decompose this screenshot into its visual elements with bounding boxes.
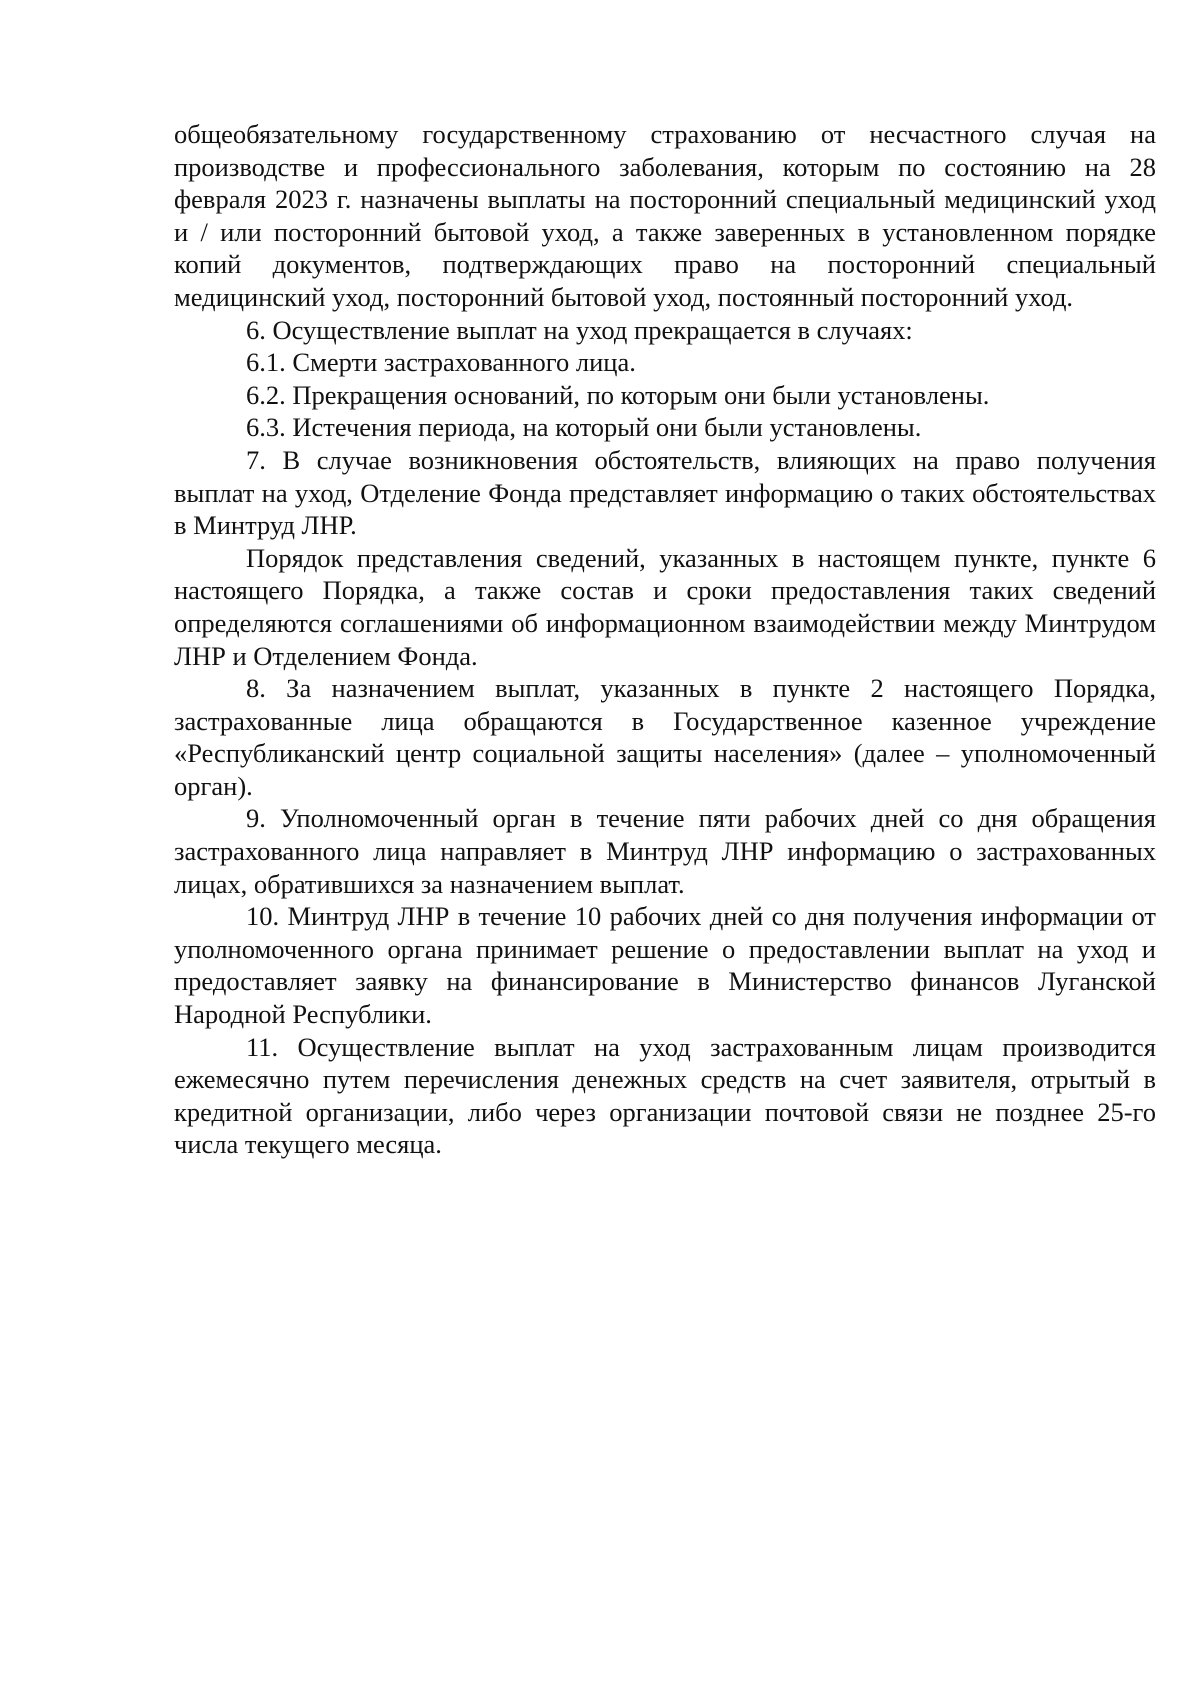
paragraph-6-2: 6.2. Прекращения оснований, по которым они были установлены. (246, 379, 990, 410)
paragraph-6-3: 6.3. Истечения периода, на который они были установлены. (246, 412, 922, 443)
paragraph-10: 10. Минтруд ЛНР в течение 10 рабочих дней со дня получения информации от уполномоченного органа принимает решение о предоставлении выплат на уход и предоставляет заявку на финансирование в Министерство финансов Луганской Народной Республики. (174, 901, 1156, 1030)
paragraph-9: 9. Уполномоченный орган в течение пяти рабочих дней со дня обращения застрахованного лица направляет в Минтруд ЛНР информацию о застрахованных лицах, обратившихся за назначением выплат. (174, 803, 1156, 899)
paragraph-11: 11. Осуществление выплат на уход застрахованным лицам производится ежемесячно путем перечисления денежных средств на счет заявителя, отрытый в кредитной организации, либо через организации почтовой связи не позднее 25-го числа текущего месяца. (174, 1031, 1156, 1160)
paragraph-7: 7. В случае возникновения обстоятельств, влияющих на право получения выплат на уход, Отделение Фонда представляет информацию о таких обстоятельствах в Минтруд ЛНР. (174, 444, 1156, 541)
paragraph-6-1: 6.1. Смерти застрахованного лица. (246, 347, 636, 378)
paragraph-8: 8. За назначением выплат, указанных в пункте 2 настоящего Порядка, застрахованные лица обращаются в Государственное казенное учреждение «Республиканский центр социальной защиты населения» (далее – уполномоченный орган). (174, 673, 1156, 801)
paragraph-6: 6. Осуществление выплат на уход прекращается в случаях: (246, 314, 913, 345)
paragraph-7-order: Порядок представления сведений, указанных в настоящем пункте, пункте 6 настоящего Порядка, а также состав и сроки предоставления таких сведений определяются соглашениями об информационном взаимодействии между Минтрудом ЛНР и Отделением Фонда. (174, 542, 1156, 671)
document-page (174, 118, 1156, 1161)
paragraph-continuation: общеобязательному государственному страхованию от несчастного случая на производстве и профессионального заболевания, которым по состоянию на 28 февраля 2023 г. назначены выплаты на посторонний специальный медицинский уход и / или посторонний бытовой уход, а также заверенных в установленном порядке копий документов, подтверждающих право на посторонний специальный медицинский уход, посторонний бытовой уход, постоянный посторонний уход. (174, 119, 1156, 312)
